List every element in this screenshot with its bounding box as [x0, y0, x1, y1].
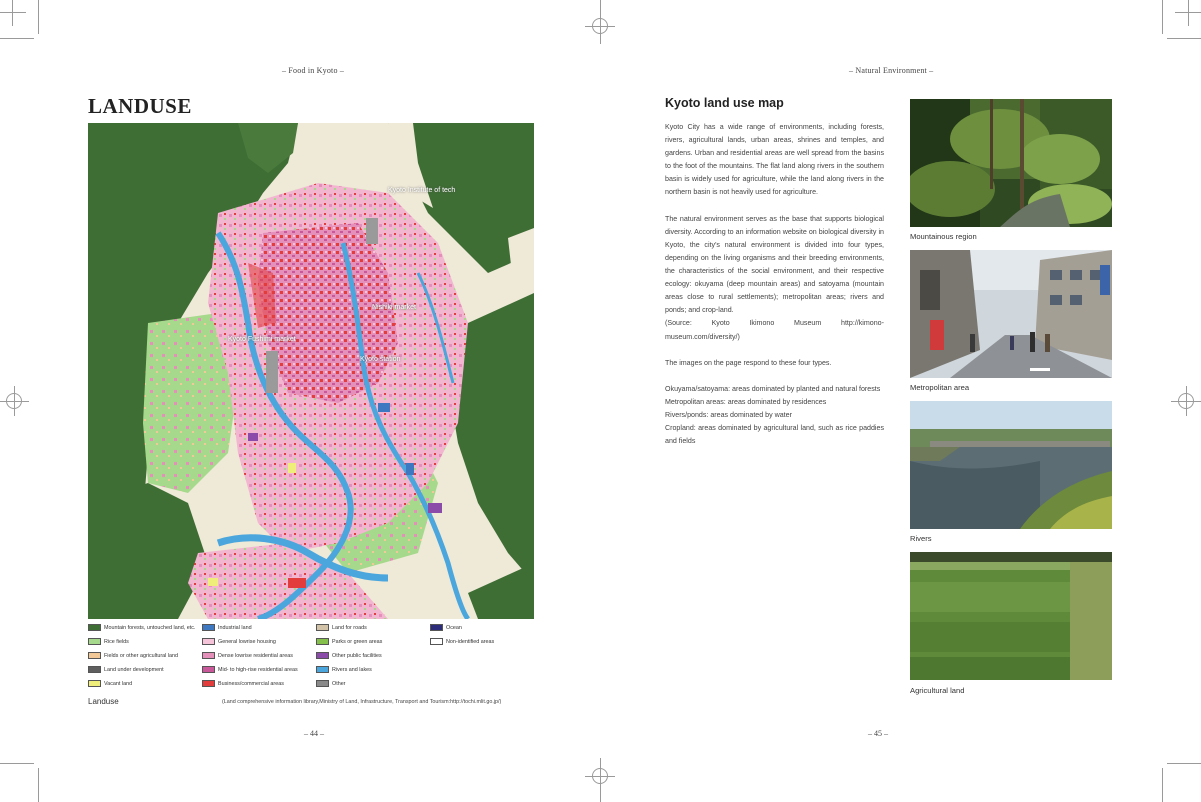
legend-item: Other: [316, 680, 345, 687]
legend-swatch: [88, 666, 101, 673]
legend-swatch: [88, 624, 101, 631]
legend-swatch: [316, 624, 329, 631]
photo-agricultural: [910, 552, 1112, 680]
legend-swatch: [316, 680, 329, 687]
photo-caption: Metropolitan area: [910, 383, 970, 392]
photo-metropolitan: [910, 250, 1112, 378]
list-item: Okuyama/satoyama: areas dominated by planted and natural forests: [665, 384, 881, 393]
paragraph: The natural environment serves as the base that supports biological diversity. According to an information website on biological diversity in Kyoto, the city's natural environment is divided into four types, depending on the living organisms and their breeding environments, the characteristics of the social environment, and their respective ecology: okuyama (deep mountain areas) and satoyama (mountain areas close to rural settlements); metropolitan areas; rivers and ponds; and crop-land.: [665, 214, 884, 315]
paragraph: (Source: Kyoto Ikimono Museum http://kimono-museum.com/diversity/): [665, 319, 884, 341]
photo-caption: Agricultural land: [910, 686, 965, 695]
legend-item: Business/commercial areas: [202, 680, 284, 687]
legend-item: Rice fields: [88, 638, 129, 645]
legend-swatch: [316, 666, 329, 673]
legend-item: General lowrise housing: [202, 638, 276, 645]
registration-mark-left: [6, 393, 22, 409]
source-link[interactable]: http://tochi.mlit.go.jp/): [450, 699, 502, 705]
legend-item: Mid- to high-rise residential areas: [202, 666, 298, 673]
page-number-left: – 44 –: [304, 729, 324, 738]
paragraph: Kyoto City has a wide range of environments, including forests, rivers, agricultural lands, urban areas, shrines and temples, and gardens. Urban and residential areas are well spread from the basins to the foot of the mountains. The flat land along rivers in the southern basin is widely used for agriculture, while the land along rivers in the northern basin is not heavily used for agriculture.: [665, 123, 884, 197]
legend-swatch: [316, 638, 329, 645]
registration-mark-bottom: [592, 768, 608, 784]
legend-item: Dense lowrise residential areas: [202, 652, 293, 659]
list-item: Metropolitan areas: areas dominated by residences: [665, 397, 827, 406]
landuse-map: [88, 123, 534, 619]
photo-caption: Mountainous region: [910, 232, 977, 241]
legend-swatch: [88, 680, 101, 687]
photo-caption: Rivers: [910, 534, 932, 543]
legend-item: Non-identified areas: [430, 638, 494, 645]
legend-item: Mountain forests, untouched land, etc.: [88, 624, 195, 631]
legend-item: Parks or green areas: [316, 638, 382, 645]
photo-mountainous: [910, 99, 1112, 227]
paragraph: The images on the page respond to these four types.: [665, 358, 832, 367]
legend-item: Land under development: [88, 666, 164, 673]
legend-item: Ocean: [430, 624, 462, 631]
map-source: (Land comprehensive information library,Ministry of Land, Infrastructure, Transport and Tourism:http://tochi.mlit.go.jp/): [222, 699, 502, 705]
list-item: Cropland: areas dominated by agricultural land, such as rice paddies and fields: [665, 424, 884, 446]
map-legend: [88, 624, 534, 694]
legend-item: Other public facilities: [316, 652, 382, 659]
legend-swatch: [202, 638, 215, 645]
map-label-fushimi: Kyoto Fushimi market: [228, 336, 296, 343]
legend-swatch: [88, 638, 101, 645]
running-head-right: – Natural Environment –: [849, 66, 934, 75]
registration-mark-top: [592, 18, 608, 34]
legend-swatch: [202, 624, 215, 631]
legend-swatch: [430, 638, 443, 645]
running-head-left: – Food in Kyoto –: [282, 66, 345, 75]
legend-item: Industrial land: [202, 624, 252, 631]
registration-mark-right: [1178, 393, 1194, 409]
section-title: Kyoto land use map: [665, 96, 784, 110]
legend-item: Land for roads: [316, 624, 367, 631]
legend-swatch: [316, 652, 329, 659]
map-caption: Landuse: [88, 697, 119, 706]
body-text: [665, 121, 884, 448]
map-label-station: Kyoto station: [360, 356, 401, 363]
legend-swatch: [202, 680, 215, 687]
page-title: LANDUSE: [88, 94, 192, 118]
page-number-right: – 45 –: [868, 729, 888, 738]
legend-item: Vacant land: [88, 680, 132, 687]
legend-item: Fields or other agricultural land: [88, 652, 178, 659]
legend-swatch: [88, 652, 101, 659]
legend-swatch: [430, 624, 443, 631]
legend-swatch: [202, 652, 215, 659]
legend-item: Rivers and lakes: [316, 666, 372, 673]
legend-swatch: [202, 666, 215, 673]
photo-rivers: [910, 401, 1112, 529]
types-list: [665, 383, 884, 448]
map-label-tech: Kyoto Institute of tech: [388, 187, 456, 194]
map-label-nishiki: Nishiki market: [372, 304, 416, 311]
list-item: Rivers/ponds: areas dominated by water: [665, 411, 792, 420]
